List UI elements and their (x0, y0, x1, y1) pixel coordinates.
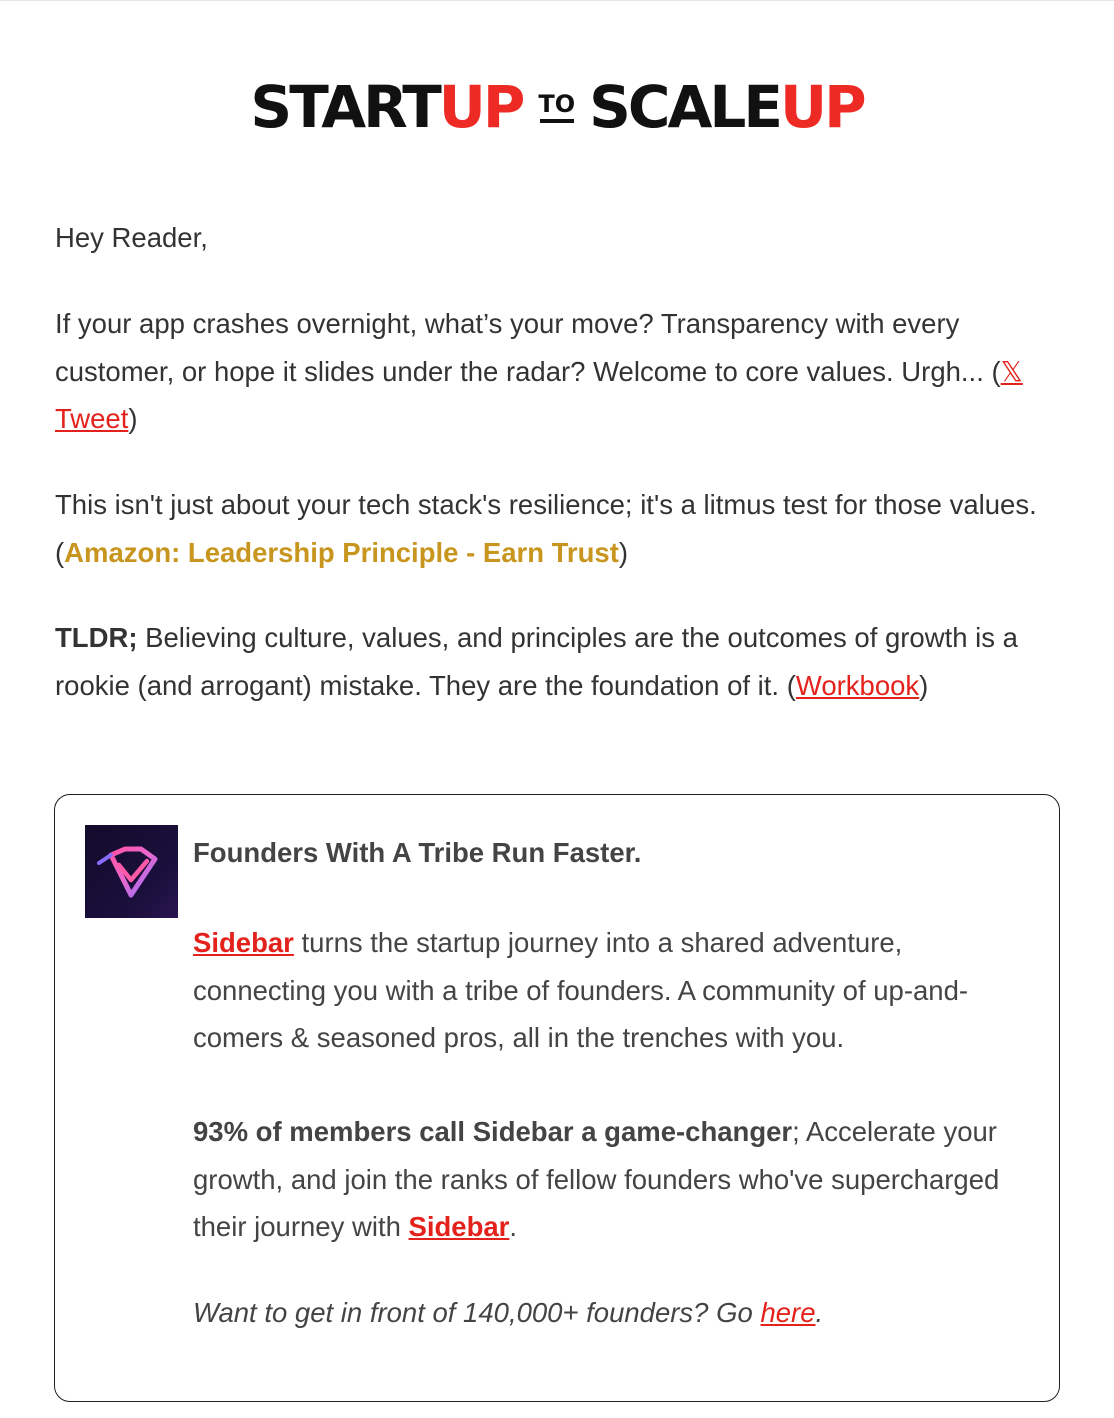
sponsor-paragraph-1: Sidebar turns the startup journey into a shared adventure, connecting you with a tribe of founders. A community of up-and-comers & seasoned pros, all in the trenches with you. (193, 927, 969, 1053)
paragraph-values: This isn't just about your tech stack's resilience; it's a litmus test for those values. (Amazon: Leadership Principle - Earn Trust) (55, 489, 1037, 568)
logo-to: TO (538, 92, 575, 123)
sidebar-link[interactable]: Sidebar (193, 927, 294, 958)
workbook-link[interactable]: Workbook (795, 669, 920, 701)
sidebar-link-2[interactable]: Sidebar (408, 1211, 510, 1242)
top-divider (0, 0, 1114, 1)
paragraph-tldr: TLDR; Believing culture, values, and principles are the outcomes of growth is a rookie (and arrogant) mistake. They are the foundation of it. (Workbook) (55, 622, 1018, 701)
logo-up-2: UP (779, 73, 864, 141)
sidebar-logo (85, 825, 178, 918)
logo-scale: SCALE (589, 73, 780, 141)
logo-start: START (250, 73, 439, 141)
sponsor-card (54, 794, 1060, 1402)
sponsor-title: Founders With A Tribe Run Faster. (193, 837, 642, 868)
paragraph-intro: If your app crashes overnight, what’s your move? Transparency with every customer, or hope it slides under the radar? Welcome to core values. Urgh... (𝕏 Tweet) (55, 308, 1023, 434)
tweet-link[interactable]: 𝕏 Tweet (55, 355, 1023, 434)
greeting: Hey Reader, (55, 222, 208, 253)
logo-up: UP (438, 73, 523, 141)
advertise-here-link[interactable]: here (760, 1297, 816, 1328)
newsletter-logo[interactable] (0, 72, 1114, 142)
amazon-principle-link[interactable]: Amazon: Leadership Principle - Earn Trust (64, 536, 619, 568)
sponsor-paragraph-2: 93% of members call Sidebar a game-changer; Accelerate your growth, and join the ranks of fellow founders who've supercharged their journey with Sidebar. (193, 1116, 1000, 1242)
sponsor-paragraph-3: Want to get in front of 140,000+ founders? Go here. (193, 1297, 824, 1328)
sidebar-diamond-icon (85, 825, 178, 918)
tldr-label: TLDR; (55, 622, 138, 653)
